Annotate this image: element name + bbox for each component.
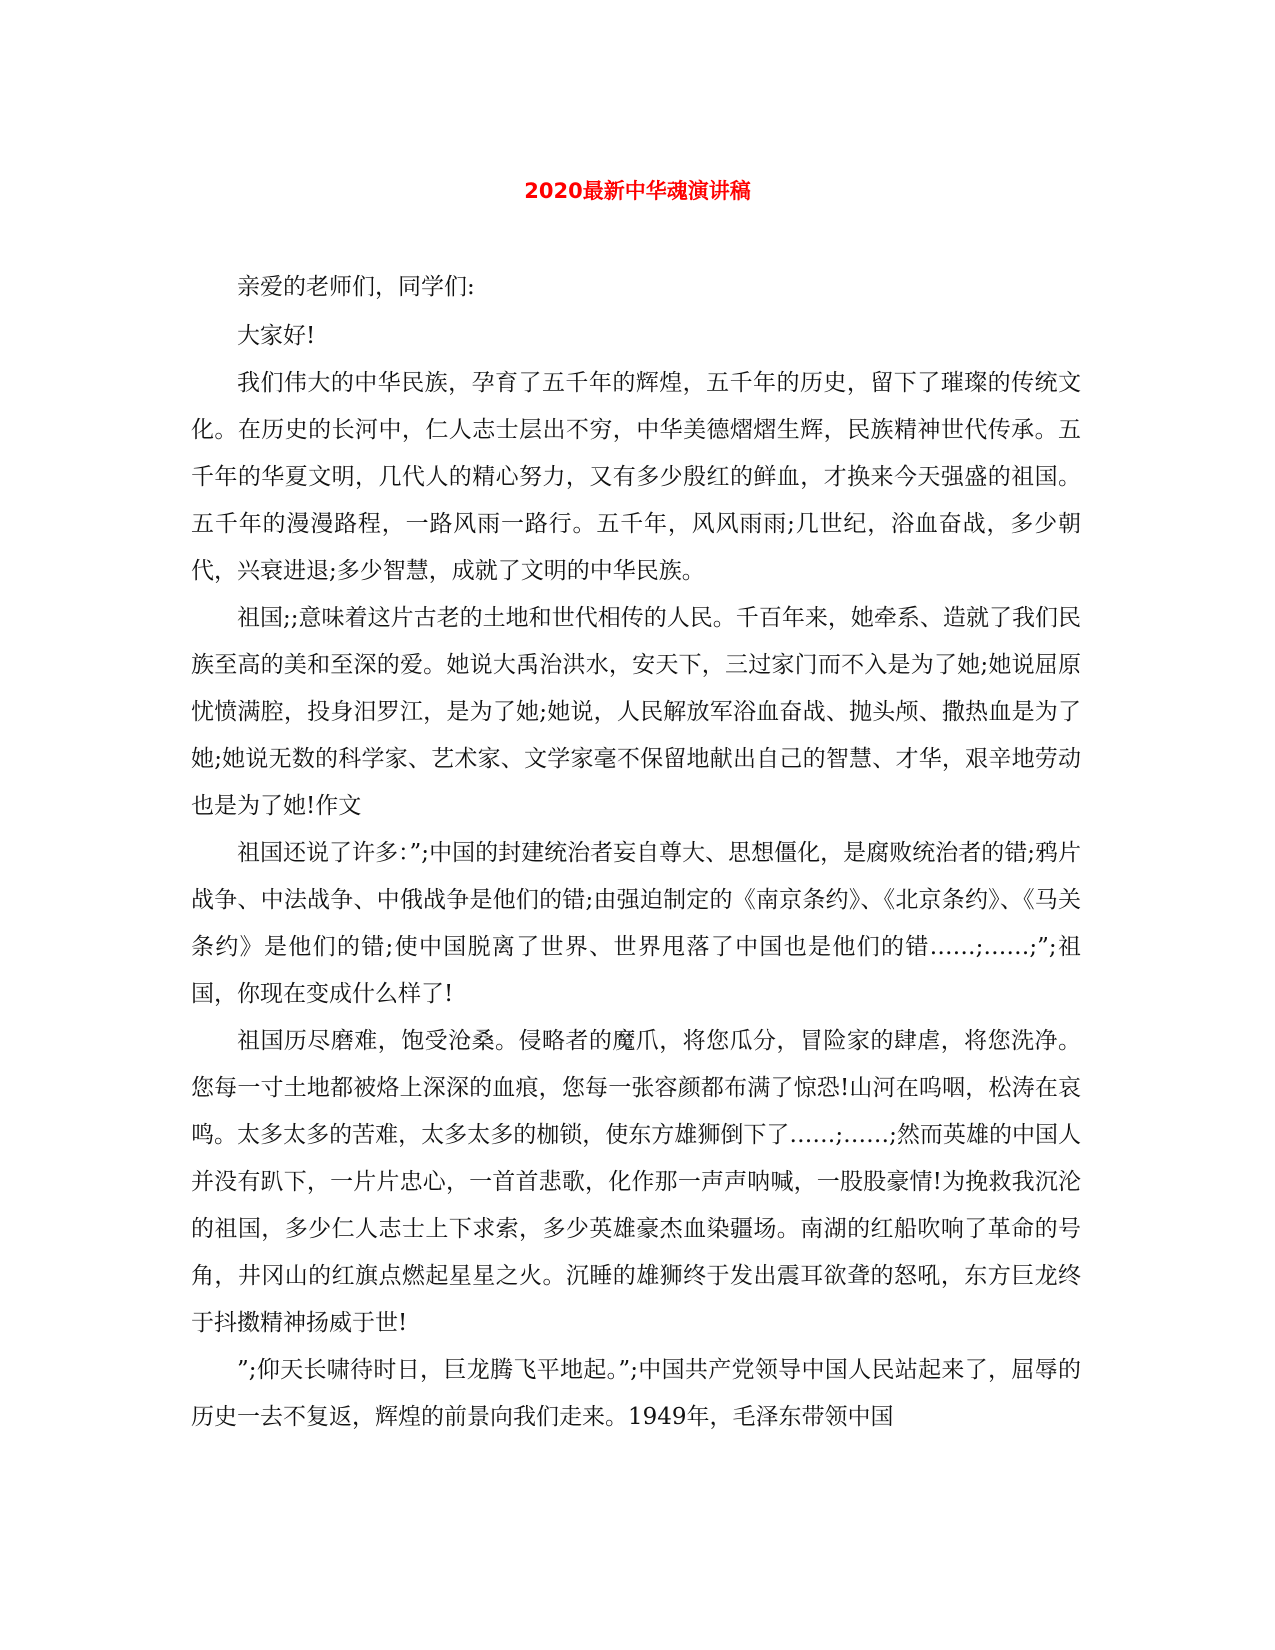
document-title: 2020最新中华魂演讲稿: [524, 179, 751, 203]
salutation-paragraph: 亲爱的老师们，同学们:: [237, 274, 475, 300]
body-paragraph-4: 祖国历尽磨难，饱受沧桑。侵略者的魔爪，将您瓜分，冒险家的肆虐，将您洗净。您每一寸土地都被烙上深深的血痕，您每一张容颜都布满了惊恐!山河在呜咽，松涛在哀鸣。太多太多的苦难，太多太多的枷锁，使东方雄狮倒下了……;……;然而英雄的中国人并没有趴下，一片片忠心，一首首悲歌，化作那一声声呐喊，一股股豪情!为挽救我沉沦的祖国，多少仁人志士上下求索，多少英雄豪杰血染疆场。南湖的红船吹响了革命的号角，井冈山的红旗点燃起星星之火。沉睡的雄狮终于发出震耳欲聋的怒吼，东方巨龙终于抖擞精神扬威于世!: [191, 1028, 1081, 1336]
body-paragraph-3: 祖国还说了许多：”;中国的封建统治者妄自尊大、思想僵化，是腐败统治者的错;鸦片战争、中法战争、中俄战争是他们的错;由强迫制定的《南京条约》、《北京条约》、《马关条约》是他们的错;使中国脱离了世界、世界甩落了中国也是他们的错……;……;”;祖国，你现在变成什么样了!: [191, 840, 1081, 1007]
body-paragraph-2: 祖国;;意味着这片古老的土地和世代相传的人民。千百年来，她牵系、造就了我们民族至高的美和至深的爱。她说大禹治洪水，安天下，三过家门而不入是为了她;她说屈原忧愤满腔，投身汨罗江，是为了她;她说，人民解放军浴血奋战、抛头颅、撒热血是为了她;她说无数的科学家、艺术家、文学家毫不保留地献出自己的智慧、才华，艰辛地劳动也是为了她!作文: [191, 605, 1081, 819]
body-paragraph-5: ”;仰天长啸待时日，巨龙腾飞平地起。”;中国共产党领导中国人民站起来了，屈辱的历史一去不复返，辉煌的前景向我们走来。1949年，毛泽东带领中国: [191, 1357, 1081, 1430]
greeting-paragraph: 大家好!: [237, 323, 316, 349]
body-paragraph-1: 我们伟大的中华民族，孕育了五千年的辉煌，五千年的历史，留下了璀璨的传统文化。在历史的长河中，仁人志士层出不穷，中华美德熠熠生辉，民族精神世代传承。五千年的华夏文明，几代人的精心努力，又有多少殷红的鲜血，才换来今天强盛的祖国。五千年的漫漫路程，一路风雨一路行。五千年，风风雨雨;几世纪，浴血奋战，多少朝代，兴衰进退;多少智慧，成就了文明的中华民族。: [191, 370, 1081, 584]
document-body: [191, 264, 1081, 1441]
